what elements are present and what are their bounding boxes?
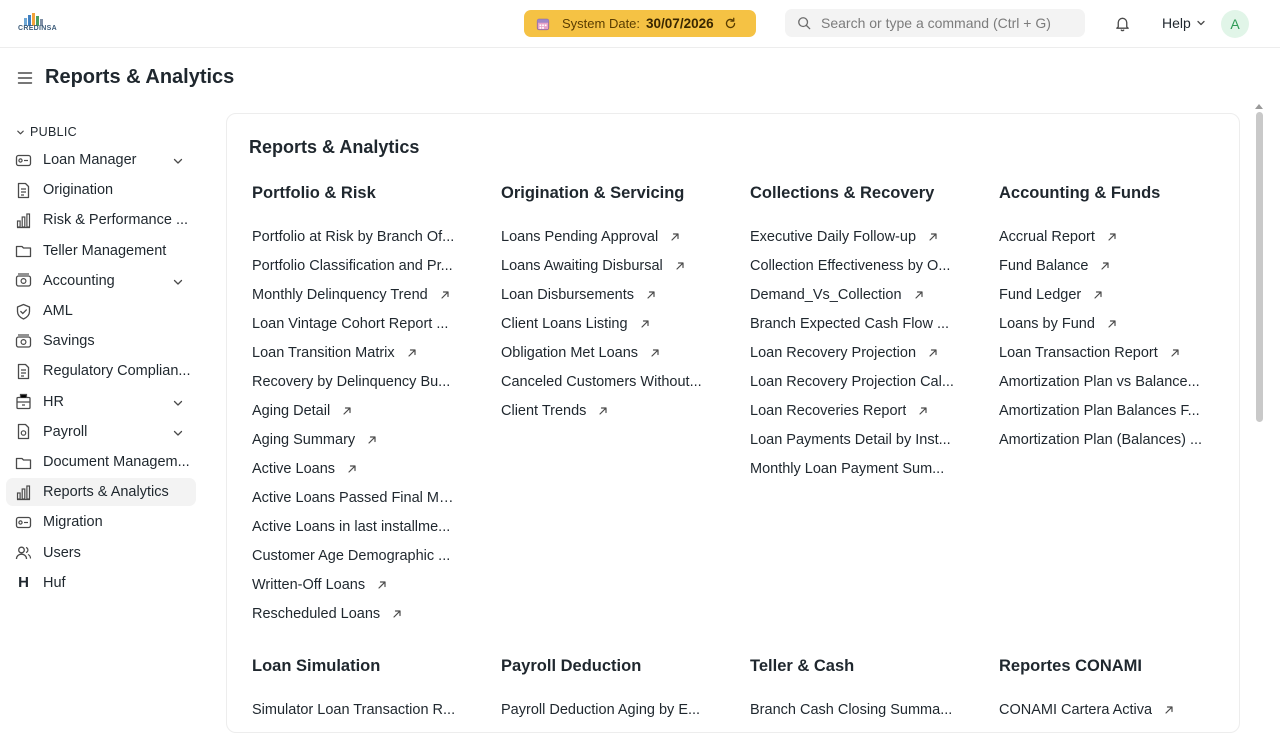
system-date-value: 30/07/2026 bbox=[646, 16, 714, 31]
external-link-arrow-icon bbox=[1093, 290, 1103, 300]
sidebar-item-label: Loan Manager bbox=[43, 152, 137, 168]
external-link-arrow-icon bbox=[598, 406, 608, 416]
document-icon bbox=[15, 363, 32, 380]
folder-icon bbox=[15, 242, 32, 259]
report-link-label: Recovery by Delinquency Bu... bbox=[252, 373, 451, 390]
sidebar-item-regulatory-complian[interactable] bbox=[6, 357, 196, 385]
report-link-label: Branch Cash Closing Summa... bbox=[750, 701, 953, 718]
sidebar-toggle-icon[interactable] bbox=[17, 70, 33, 86]
sidebar-item-label: Migration bbox=[43, 514, 103, 531]
report-link[interactable] bbox=[999, 309, 1229, 338]
report-link[interactable] bbox=[999, 222, 1229, 251]
sidebar-section-toggle[interactable] bbox=[16, 125, 77, 139]
report-link[interactable] bbox=[252, 425, 482, 454]
report-link-label: Payroll Deduction Aging by E... bbox=[501, 701, 701, 718]
report-link-label: Active Loans bbox=[252, 460, 336, 477]
report-link-label: Amortization Plan (Balances) ... bbox=[999, 431, 1203, 448]
chevron-down-icon bbox=[16, 128, 25, 137]
report-link[interactable] bbox=[252, 599, 482, 628]
page-title: Reports & Analytics bbox=[45, 66, 235, 88]
sidebar-item-payroll[interactable] bbox=[6, 418, 196, 446]
report-group-title: Teller & Cash bbox=[750, 657, 855, 675]
external-link-arrow-icon bbox=[347, 464, 357, 474]
report-link[interactable] bbox=[252, 570, 482, 599]
report-link[interactable] bbox=[750, 367, 980, 396]
sidebar-item-label: HR bbox=[43, 393, 64, 410]
sidebar-item-reports-analytics[interactable] bbox=[6, 478, 196, 506]
sidebar-item-migration[interactable] bbox=[6, 508, 196, 536]
external-link-arrow-icon bbox=[914, 290, 924, 300]
report-link-label: Amortization Plan Balances F... bbox=[999, 402, 1200, 419]
report-link[interactable] bbox=[501, 338, 731, 367]
sidebar-item-label: Accounting bbox=[43, 272, 115, 289]
report-link-label: Active Loans in last installme... bbox=[252, 518, 451, 535]
report-group-payroll-deduction bbox=[501, 657, 731, 724]
wallet-icon bbox=[15, 152, 32, 169]
report-link[interactable] bbox=[999, 367, 1229, 396]
sidebar-item-label: Users bbox=[43, 544, 81, 561]
external-link-arrow-icon bbox=[342, 406, 352, 416]
refresh-icon[interactable] bbox=[724, 17, 737, 30]
building-icon bbox=[15, 393, 32, 410]
users-icon bbox=[15, 544, 32, 561]
report-link-label: Loan Recovery Projection Cal... bbox=[750, 373, 954, 390]
search-bar[interactable] bbox=[785, 9, 1085, 37]
report-link[interactable] bbox=[252, 309, 482, 338]
report-link[interactable] bbox=[252, 338, 482, 367]
notification-bell-icon[interactable] bbox=[1114, 15, 1131, 32]
external-link-arrow-icon bbox=[1170, 348, 1180, 358]
report-group-origination-servicing bbox=[501, 184, 731, 425]
report-link-label: Demand_Vs_Collection bbox=[750, 286, 902, 303]
report-link-label: Client Loans Listing bbox=[501, 315, 628, 332]
report-group-title: Reportes CONAMI bbox=[999, 657, 1143, 675]
sidebar-item-hr[interactable] bbox=[6, 388, 196, 416]
report-group-title: Collections & Recovery bbox=[750, 184, 935, 202]
report-link[interactable] bbox=[252, 483, 482, 512]
chevron-down-icon[interactable] bbox=[172, 276, 184, 288]
report-link-label: Loan Payments Detail by Inst... bbox=[750, 431, 951, 448]
external-link-arrow-icon bbox=[640, 319, 650, 329]
report-link-label: Portfolio Classification and Pr... bbox=[252, 257, 453, 274]
report-link-label: Loan Recoveries Report bbox=[750, 402, 907, 419]
external-link-arrow-icon bbox=[1100, 261, 1110, 271]
report-link-label: Aging Summary bbox=[252, 431, 356, 448]
report-link[interactable] bbox=[750, 454, 980, 483]
report-link-label: Fund Balance bbox=[999, 257, 1089, 274]
system-date-badge[interactable] bbox=[524, 10, 756, 37]
sidebar-item-label: Regulatory Complian... bbox=[43, 363, 191, 380]
calculator-icon bbox=[15, 272, 32, 289]
report-link-label: Client Trends bbox=[501, 402, 587, 419]
report-link-label: Loan Transaction Report bbox=[999, 344, 1158, 361]
system-date-label: System Date: bbox=[562, 16, 641, 31]
payroll-icon bbox=[15, 423, 32, 440]
report-link[interactable] bbox=[750, 396, 980, 425]
report-link[interactable] bbox=[252, 541, 482, 570]
top-bar bbox=[0, 0, 1280, 48]
report-link-label: Rescheduled Loans bbox=[252, 605, 381, 622]
external-link-arrow-icon bbox=[650, 348, 660, 358]
report-group-title: Accounting & Funds bbox=[999, 184, 1161, 202]
report-link[interactable] bbox=[999, 280, 1229, 309]
sidebar-item-teller-management[interactable] bbox=[6, 237, 196, 265]
report-group-title: Origination & Servicing bbox=[501, 184, 685, 202]
letter-h-icon: H bbox=[18, 574, 29, 592]
report-group-accounting-funds bbox=[999, 184, 1229, 454]
report-link-label: Simulator Loan Transaction R... bbox=[252, 701, 456, 718]
calendar-icon bbox=[536, 17, 550, 31]
report-link[interactable] bbox=[999, 251, 1229, 280]
sidebar-item-label: Origination bbox=[43, 182, 114, 199]
sidebar-item-origination[interactable] bbox=[6, 176, 196, 204]
sidebar-item-label: Huf bbox=[43, 574, 66, 591]
sidebar-item-label: Risk & Performance ... bbox=[43, 212, 189, 229]
sidebar-item-users[interactable] bbox=[6, 539, 196, 567]
report-group-reportes-conami bbox=[999, 657, 1229, 724]
report-link-label: Monthly Delinquency Trend bbox=[252, 286, 428, 303]
report-link[interactable] bbox=[501, 251, 731, 280]
external-link-arrow-icon bbox=[675, 261, 685, 271]
scrollbar-thumb[interactable] bbox=[1256, 112, 1263, 422]
folder-icon bbox=[15, 454, 32, 471]
credinsa-logo[interactable] bbox=[18, 12, 58, 34]
chevron-down-icon[interactable] bbox=[172, 427, 184, 439]
report-link-label: Loan Transition Matrix bbox=[252, 344, 395, 361]
report-link[interactable] bbox=[750, 280, 980, 309]
logo-graphic-icon bbox=[18, 12, 58, 26]
help-menu[interactable] bbox=[1162, 15, 1206, 31]
report-link-label: Written-Off Loans bbox=[252, 576, 366, 593]
report-link[interactable] bbox=[750, 309, 980, 338]
card-title: Reports & Analytics bbox=[249, 137, 420, 157]
report-link[interactable] bbox=[252, 251, 482, 280]
sidebar-item-huf[interactable] bbox=[6, 569, 196, 597]
external-link-arrow-icon bbox=[1107, 319, 1117, 329]
report-link[interactable] bbox=[252, 222, 482, 251]
logo-text: CREDINSA bbox=[18, 25, 57, 32]
external-link-arrow-icon bbox=[1107, 232, 1117, 242]
report-link[interactable] bbox=[999, 338, 1229, 367]
report-link[interactable] bbox=[501, 367, 731, 396]
report-link-label: Amortization Plan vs Balance... bbox=[999, 373, 1200, 390]
external-link-arrow-icon bbox=[670, 232, 680, 242]
report-link[interactable] bbox=[501, 280, 731, 309]
report-link-label: Aging Detail bbox=[252, 402, 331, 419]
sidebar-item-document-managem[interactable] bbox=[6, 448, 196, 476]
document-icon bbox=[15, 182, 32, 199]
external-link-arrow-icon bbox=[367, 435, 377, 445]
sidebar-item-label: Document Managem... bbox=[43, 454, 190, 470]
scroll-up-arrow[interactable] bbox=[1255, 104, 1263, 109]
report-group-title: Loan Simulation bbox=[252, 657, 381, 675]
report-link[interactable] bbox=[252, 280, 482, 309]
external-link-arrow-icon bbox=[377, 580, 387, 590]
report-link[interactable] bbox=[999, 396, 1229, 425]
external-link-arrow-icon bbox=[928, 348, 938, 358]
report-link-label: Canceled Customers Without... bbox=[501, 373, 702, 390]
report-link[interactable] bbox=[501, 396, 731, 425]
report-link[interactable] bbox=[252, 367, 482, 396]
report-link-label: Loans Pending Approval bbox=[501, 228, 659, 245]
search-input[interactable] bbox=[821, 15, 1071, 31]
sidebar-item-aml[interactable] bbox=[6, 297, 196, 325]
bar-chart-icon bbox=[15, 484, 32, 501]
sidebar-item-label: Payroll bbox=[43, 423, 88, 440]
report-link-label: Active Loans Passed Final Ma... bbox=[252, 489, 459, 506]
search-icon bbox=[797, 16, 811, 30]
sidebar-item-label: Teller Management bbox=[43, 242, 167, 259]
report-link[interactable] bbox=[750, 338, 980, 367]
sidebar-item-loan-manager[interactable] bbox=[6, 146, 196, 174]
sidebar-item-label: Savings bbox=[43, 333, 95, 350]
report-link-label: Loan Disbursements bbox=[501, 286, 634, 303]
report-link[interactable] bbox=[252, 396, 482, 425]
report-link-label: Accrual Report bbox=[999, 228, 1095, 245]
report-link[interactable] bbox=[750, 222, 980, 251]
report-link[interactable] bbox=[252, 454, 482, 483]
report-link[interactable] bbox=[501, 309, 731, 338]
report-link[interactable] bbox=[999, 425, 1229, 454]
report-group-collections-recovery bbox=[750, 184, 980, 483]
external-link-arrow-icon bbox=[440, 290, 450, 300]
report-link-label: Monthly Loan Payment Sum... bbox=[750, 460, 945, 477]
report-link-label: CONAMI Cartera Activa bbox=[999, 701, 1153, 718]
user-avatar[interactable]: A bbox=[1221, 10, 1249, 38]
sidebar-item-accounting[interactable] bbox=[6, 267, 196, 295]
bar-chart-icon bbox=[15, 212, 32, 229]
report-link-label: Obligation Met Loans bbox=[501, 344, 639, 361]
external-link-arrow-icon bbox=[1164, 705, 1174, 715]
report-group-loan-simulation bbox=[252, 657, 482, 724]
chevron-down-icon[interactable] bbox=[172, 155, 184, 167]
external-link-arrow-icon bbox=[392, 609, 402, 619]
report-link-label: Portfolio at Risk by Branch Of... bbox=[252, 228, 455, 245]
report-link-label: Collection Effectiveness by O... bbox=[750, 257, 951, 274]
report-group-title: Portfolio & Risk bbox=[252, 184, 376, 202]
sidebar-item-label: Reports & Analytics bbox=[43, 484, 169, 501]
report-link-label: Loan Recovery Projection bbox=[750, 344, 917, 361]
sidebar-item-risk-performance[interactable] bbox=[6, 206, 196, 234]
report-group-portfolio-risk bbox=[252, 184, 482, 628]
reports-card bbox=[226, 113, 1240, 733]
report-link[interactable] bbox=[750, 251, 980, 280]
report-link-label: Loans Awaiting Disbursal bbox=[501, 257, 663, 274]
report-link[interactable] bbox=[252, 512, 482, 541]
chevron-down-icon[interactable] bbox=[172, 397, 184, 409]
report-link-label: Fund Ledger bbox=[999, 286, 1082, 303]
report-link-label: Executive Daily Follow-up bbox=[750, 228, 917, 245]
report-group-teller-cash bbox=[750, 657, 980, 724]
report-link-label: Customer Age Demographic ... bbox=[252, 547, 451, 564]
report-link[interactable] bbox=[501, 222, 731, 251]
sidebar-item-savings[interactable] bbox=[6, 327, 196, 355]
sidebar-section-label: PUBLIC bbox=[30, 125, 77, 139]
sidebar-item-label: AML bbox=[43, 303, 73, 319]
external-link-arrow-icon bbox=[928, 232, 938, 242]
external-link-arrow-icon bbox=[407, 348, 417, 358]
chevron-down-icon bbox=[1196, 18, 1206, 28]
savings-icon bbox=[15, 333, 32, 350]
report-group-title: Payroll Deduction bbox=[501, 657, 642, 675]
report-link[interactable] bbox=[750, 425, 980, 454]
report-link-label: Branch Expected Cash Flow ... bbox=[750, 315, 950, 332]
external-link-arrow-icon bbox=[918, 406, 928, 416]
external-link-arrow-icon bbox=[646, 290, 656, 300]
shield-icon bbox=[15, 303, 32, 320]
report-link-label: Loan Vintage Cohort Report ... bbox=[252, 315, 449, 332]
report-link-label: Loans by Fund bbox=[999, 315, 1095, 332]
help-label: Help bbox=[1162, 15, 1191, 31]
wallet-icon bbox=[15, 514, 32, 531]
